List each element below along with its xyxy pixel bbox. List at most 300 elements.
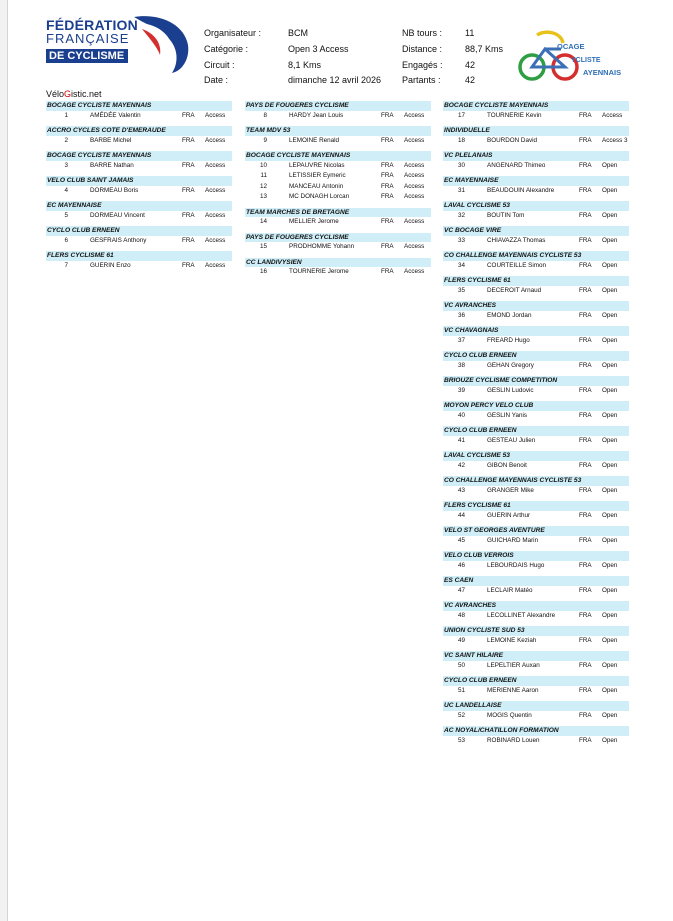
rider-nationality: FRA — [182, 161, 195, 169]
rider-category: Open — [602, 711, 618, 719]
club-block — [443, 401, 629, 421]
club-block — [46, 226, 232, 246]
rider-name: GESLIN Yanis — [487, 411, 528, 419]
club-name: BOCAGE CYCLISTE MAYENNAIS — [245, 151, 431, 161]
rider-number: 30 — [457, 161, 465, 169]
rider-name: EMOND Jordan — [487, 311, 532, 319]
rider-name: DORMEAU Vincent — [90, 211, 145, 219]
rider-row — [443, 336, 629, 347]
rider-nationality: FRA — [381, 161, 394, 169]
rider-name: TOURNERIE Kevin — [487, 111, 542, 119]
club-name: FLERS CYCLISME 61 — [46, 251, 232, 261]
rider-nationality: FRA — [579, 486, 592, 494]
rider-row — [443, 511, 629, 522]
date-value: dimanche 12 avril 2026 — [288, 75, 382, 85]
club-name: LAVAL CYCLISME 53 — [443, 201, 629, 211]
rider-category: Open — [602, 336, 618, 344]
club-logo-line1: OCAGE — [557, 42, 585, 51]
club-block — [443, 551, 629, 571]
club-name: BOCAGE CYCLISTE MAYENNAIS — [46, 101, 232, 111]
rider-nationality: FRA — [579, 436, 592, 444]
rider-nationality: FRA — [579, 111, 592, 119]
rider-row — [46, 261, 232, 272]
rider-number: 31 — [457, 186, 465, 194]
rider-category: Access — [404, 193, 425, 200]
rider-name: GESFRAIS Anthony — [90, 236, 147, 244]
rider-category: Open — [602, 211, 618, 219]
rider-name: GEHAN Gregory — [487, 361, 534, 369]
rider-row — [46, 236, 232, 247]
rider-name: BEAUDOUIN Alexandre — [487, 186, 555, 194]
rider-category: Access — [404, 243, 425, 250]
rider-category: Open — [602, 561, 618, 569]
club-block — [245, 101, 431, 121]
rider-row — [245, 217, 431, 228]
site-pre: Vélo — [46, 89, 65, 99]
distance-label: Distance : — [402, 44, 443, 54]
club-block — [443, 451, 629, 471]
rider-row — [443, 311, 629, 322]
rider-nationality: FRA — [579, 536, 592, 544]
rider-row — [245, 267, 431, 278]
categorie-value: Open 3 Access — [288, 44, 349, 54]
rider-name: DORMEAU Boris — [90, 186, 139, 194]
club-block — [443, 476, 629, 496]
rider-category: Open — [602, 286, 618, 294]
club-name: AC NOYAL/CHATILLON FORMATION — [443, 726, 629, 736]
rider-category: Access — [404, 172, 425, 179]
ffc-logo-line1: FÉDÉRATION — [46, 17, 138, 33]
club-name: CYCLO CLUB ERNEEN — [443, 351, 629, 361]
club-name: FLERS CYCLISME 61 — [443, 276, 629, 286]
rider-number: 34 — [457, 261, 465, 269]
rider-nationality: FRA — [579, 511, 592, 519]
rider-row — [443, 661, 629, 672]
rider-number: 48 — [457, 611, 465, 619]
club-name: BOCAGE CYCLISTE MAYENNAIS — [46, 151, 232, 161]
rider-nationality: FRA — [381, 218, 394, 225]
rider-row — [443, 736, 629, 747]
rider-name: GUERIN Arthur — [487, 511, 531, 519]
organisateur-label: Organisateur : — [204, 28, 262, 38]
rider-name: MOGIS Quentin — [487, 711, 532, 719]
club-name: PAYS DE FOUGERES CYCLISME — [245, 233, 431, 243]
club-name: TEAM MDV 53 — [245, 126, 431, 136]
organisateur-value: BCM — [288, 28, 308, 38]
ffc-swoosh-icon — [128, 13, 192, 75]
rider-number: 49 — [457, 636, 465, 644]
date-label: Date : — [204, 75, 229, 85]
rider-name: GUERIN Enzo — [90, 261, 131, 269]
club-block — [46, 151, 232, 171]
rider-category: Open — [602, 311, 618, 319]
club-name: FLERS CYCLISME 61 — [443, 501, 629, 511]
rider-number: 8 — [263, 111, 267, 119]
rider-number: 16 — [259, 268, 267, 275]
column-3 — [443, 101, 629, 751]
club-name: CO CHALLENGE MAYENNAIS CYCLISTE 53 — [443, 251, 629, 261]
rider-category: Open — [602, 661, 618, 669]
rider-category: Open — [602, 736, 618, 744]
rider-row — [46, 211, 232, 222]
rider-name: CHIAVAZZA Thomas — [487, 236, 546, 244]
rider-nationality: FRA — [381, 268, 394, 275]
rider-name: LEPAUVRE Nicolas — [289, 161, 345, 169]
rider-row — [245, 192, 431, 203]
rider-number: 17 — [457, 111, 465, 119]
rider-number: 4 — [64, 186, 68, 194]
rider-category: Access — [404, 161, 425, 169]
rider-nationality: FRA — [182, 186, 195, 194]
rider-row — [443, 636, 629, 647]
rider-nationality: FRA — [579, 386, 592, 394]
rider-name: MC DONAGH Lorcan — [289, 193, 350, 200]
rider-row — [443, 186, 629, 197]
rider-nationality: FRA — [579, 411, 592, 419]
categorie-label: Catégorie : — [204, 44, 249, 54]
rider-nationality: FRA — [381, 182, 394, 190]
rider-number: 52 — [457, 711, 465, 719]
club-block — [245, 258, 431, 278]
column-1 — [46, 101, 232, 276]
rider-category: Open — [602, 636, 618, 644]
club-name: VC BOCAGE VIRE — [443, 226, 629, 236]
rider-category: Access — [404, 268, 425, 275]
rider-number: 7 — [64, 261, 68, 269]
club-block — [443, 626, 629, 646]
rider-category: Open — [602, 186, 618, 194]
circuit-label: Circuit : — [204, 60, 235, 70]
rider-name: LECLAIR Matéo — [487, 586, 533, 594]
rider-nationality: FRA — [381, 172, 394, 179]
tours-label: NB tours : — [402, 28, 443, 38]
rider-nationality: FRA — [579, 261, 592, 269]
rider-number: 40 — [457, 411, 465, 419]
club-block — [443, 151, 629, 171]
rider-nationality: FRA — [381, 243, 394, 250]
club-name: VELO ST GEORGES AVENTURE — [443, 526, 629, 536]
rider-row — [443, 411, 629, 422]
rider-name: BOURDON David — [487, 136, 538, 144]
club-block — [46, 126, 232, 146]
rider-category: Access — [205, 186, 226, 194]
rider-number: 14 — [259, 218, 267, 225]
rider-row — [245, 242, 431, 253]
rider-category: Open — [602, 536, 618, 544]
rider-name: GESLIN Ludovic — [487, 386, 534, 394]
club-logo-line3: AYENNAIS — [583, 68, 622, 77]
rider-nationality: FRA — [381, 111, 394, 119]
rider-number: 38 — [457, 361, 465, 369]
site-highlight: G — [64, 89, 72, 99]
rider-number: 12 — [259, 182, 267, 190]
club-name: VELO CLUB VERROIS — [443, 551, 629, 561]
rider-nationality: FRA — [182, 261, 195, 269]
club-logo-line2: YCLISTE — [571, 57, 601, 64]
rider-number: 11 — [260, 172, 267, 179]
rider-number: 6 — [64, 236, 68, 244]
rider-number: 35 — [457, 286, 465, 294]
club-block — [245, 208, 431, 228]
bicycle-icon — [520, 32, 577, 79]
club-name: PAYS DE FOUGERES CYCLISME — [245, 101, 431, 111]
rider-number: 43 — [457, 486, 465, 494]
rider-number: 37 — [457, 336, 465, 344]
rider-category: Access — [404, 136, 425, 144]
club-block — [443, 501, 629, 521]
rider-nationality: FRA — [182, 211, 195, 219]
club-name: LAVAL CYCLISME 53 — [443, 451, 629, 461]
rider-name: LEBOURDAIS Hugo — [487, 561, 545, 569]
rider-number: 50 — [457, 661, 465, 669]
rider-category: Open — [602, 436, 618, 444]
rider-row — [443, 436, 629, 447]
rider-category: Open — [602, 236, 618, 244]
rider-nationality: FRA — [579, 336, 592, 344]
club-name: VC AVRANCHES — [443, 301, 629, 311]
rider-row — [443, 711, 629, 722]
club-name: UNION CYCLISTE SUD 53 — [443, 626, 629, 636]
club-logo — [517, 27, 629, 85]
rider-nationality: FRA — [579, 636, 592, 644]
site-url — [46, 89, 102, 99]
club-name: VC CHAVAGNAIS — [443, 326, 629, 336]
rider-number: 41 — [457, 436, 465, 444]
rider-name: TOURNERIE Jerome — [289, 268, 349, 275]
rider-category: Open — [602, 461, 618, 469]
club-block — [46, 176, 232, 196]
club-block — [443, 176, 629, 196]
rider-number: 32 — [457, 211, 465, 219]
club-name: CYCLO CLUB ERNEEN — [443, 676, 629, 686]
rider-nationality: FRA — [579, 461, 592, 469]
rider-row — [443, 461, 629, 472]
rider-name: LETISSIER Eymeric — [289, 172, 346, 179]
rider-category: Access — [205, 136, 226, 144]
club-name: CO CHALLENGE MAYENNAIS CYCLISTE 53 — [443, 476, 629, 486]
rider-number: 36 — [457, 311, 465, 319]
rider-nationality: FRA — [579, 711, 592, 719]
club-block — [443, 326, 629, 346]
club-name: ES CAEN — [443, 576, 629, 586]
rider-name: GESTEAU Julien — [487, 436, 536, 444]
rider-number: 46 — [457, 561, 465, 569]
club-name: UC LANDELLAISE — [443, 701, 629, 711]
club-block — [443, 701, 629, 721]
viewer-left-edge — [0, 0, 8, 921]
rider-row — [46, 161, 232, 172]
engages-label: Engagés : — [402, 60, 443, 70]
rider-name: LECOLLINET Alexandre — [487, 611, 556, 619]
engages-value: 42 — [465, 60, 476, 70]
club-block — [443, 576, 629, 596]
club-name: VC PLELANAIS — [443, 151, 629, 161]
rider-number: 13 — [259, 193, 267, 200]
rider-nationality: FRA — [182, 111, 195, 119]
rider-category: Access — [404, 218, 425, 225]
rider-nationality: FRA — [579, 286, 592, 294]
rider-name: HARDY Jean Louis — [289, 111, 344, 119]
rider-name: LEMOINE Keziah — [487, 636, 537, 644]
rider-row — [443, 111, 629, 122]
rider-row — [46, 186, 232, 197]
club-block — [46, 201, 232, 221]
partants-value: 42 — [465, 75, 476, 85]
rider-number: 45 — [457, 536, 465, 544]
rider-row — [443, 236, 629, 247]
rider-number: 2 — [64, 136, 68, 144]
rider-name: AMÉDÉE Valentin — [90, 111, 141, 119]
club-block — [443, 601, 629, 621]
rider-category: Access — [205, 111, 226, 119]
club-block — [245, 151, 431, 203]
rider-category: Access — [602, 111, 623, 119]
rider-number: 47 — [457, 586, 465, 594]
ffc-logo-line3: DE CYCLISME — [46, 49, 128, 63]
club-name: BOCAGE CYCLISTE MAYENNAIS — [443, 101, 629, 111]
rider-category: Access 3 — [602, 136, 628, 144]
ffc-logo-line2: FRANÇAISE — [46, 31, 130, 46]
rider-row — [245, 171, 431, 182]
club-block — [443, 201, 629, 221]
club-name: CC LANDIVYSIEN — [245, 258, 431, 268]
rider-row — [443, 286, 629, 297]
club-block — [245, 126, 431, 146]
rider-category: Open — [602, 511, 618, 519]
club-name: INDIVIDUELLE — [443, 126, 629, 136]
club-block — [245, 233, 431, 253]
rider-category: Open — [602, 411, 618, 419]
rider-number: 51 — [457, 686, 465, 694]
club-block — [443, 676, 629, 696]
club-block — [443, 426, 629, 446]
rider-name: BARRE Nathan — [90, 161, 134, 169]
club-block — [443, 526, 629, 546]
club-block — [46, 251, 232, 271]
rider-row — [443, 536, 629, 547]
rider-name: DECEROIT Arnaud — [487, 286, 542, 294]
rider-category: Open — [602, 686, 618, 694]
tours-value: 11 — [465, 28, 475, 38]
rider-nationality: FRA — [579, 611, 592, 619]
rider-nationality: FRA — [579, 311, 592, 319]
partants-label: Partants : — [402, 75, 441, 85]
rider-row — [245, 136, 431, 147]
rider-number: 15 — [259, 243, 267, 250]
rider-nationality: FRA — [579, 136, 592, 144]
rider-row — [443, 211, 629, 222]
rider-number: 3 — [64, 161, 68, 169]
club-block — [443, 376, 629, 396]
club-name: BRIOUZE CYCLISME COMPETITION — [443, 376, 629, 386]
rider-category: Open — [602, 611, 618, 619]
rider-name: LEPELTIER Auxan — [487, 661, 540, 669]
rider-name: FREARD Hugo — [487, 336, 530, 344]
rider-row — [443, 386, 629, 397]
rider-category: Open — [602, 361, 618, 369]
club-block — [443, 651, 629, 671]
rider-category: Open — [602, 161, 618, 169]
club-block — [443, 351, 629, 371]
rider-name: ROBINARD Louen — [487, 736, 540, 744]
rider-name: MERIENNE Aaron — [487, 686, 539, 694]
rider-category: Access — [404, 182, 425, 190]
rider-nationality: FRA — [579, 586, 592, 594]
rider-row — [245, 111, 431, 122]
rider-number: 1 — [64, 111, 68, 119]
rider-nationality: FRA — [381, 193, 394, 200]
rider-number: 39 — [457, 386, 465, 394]
club-name: MOYON PERCY VELO CLUB — [443, 401, 629, 411]
rider-row — [443, 561, 629, 572]
column-2 — [245, 101, 431, 283]
rider-name: GRANGER Mike — [487, 486, 534, 494]
club-block — [46, 101, 232, 121]
club-block — [443, 251, 629, 271]
rider-row — [46, 111, 232, 122]
club-block — [443, 101, 629, 121]
rider-nationality: FRA — [579, 361, 592, 369]
rider-name: MANCEAU Antonin — [289, 182, 344, 190]
rider-number: 10 — [259, 161, 267, 169]
circuit-value: 8,1 Kms — [288, 60, 322, 70]
rider-nationality: FRA — [579, 686, 592, 694]
rider-category: Open — [602, 386, 618, 394]
rider-name: LEMOINE Renald — [289, 136, 340, 144]
rider-row — [443, 261, 629, 272]
rider-row — [46, 136, 232, 147]
rider-row — [443, 486, 629, 497]
rider-name: ANGENARD Thimeo — [487, 161, 546, 169]
club-block — [443, 126, 629, 146]
club-name: VC SAINT HILAIRE — [443, 651, 629, 661]
rider-nationality: FRA — [579, 236, 592, 244]
rider-name: PRODHOMME Yohann — [289, 243, 355, 250]
club-name: CYCLO CLUB ERNEEN — [46, 226, 232, 236]
club-name: VC AVRANCHES — [443, 601, 629, 611]
club-name: VELO CLUB SAINT JAMAIS — [46, 176, 232, 186]
rider-number: 42 — [457, 461, 465, 469]
rider-row — [245, 161, 431, 172]
club-name: CYCLO CLUB ERNEEN — [443, 426, 629, 436]
rider-name: MELLIER Jerome — [289, 218, 339, 225]
rider-row — [443, 161, 629, 172]
club-name: EC MAYENNAISE — [443, 176, 629, 186]
rider-nationality: FRA — [182, 236, 195, 244]
rider-category: Access — [205, 261, 226, 269]
rider-number: 18 — [457, 136, 465, 144]
rider-category: Access — [404, 111, 425, 119]
rider-nationality: FRA — [579, 736, 592, 744]
rider-number: 9 — [263, 136, 267, 144]
rider-category: Open — [602, 261, 618, 269]
club-block — [443, 301, 629, 321]
rider-nationality: FRA — [579, 661, 592, 669]
rider-row — [443, 611, 629, 622]
rider-nationality: FRA — [579, 211, 592, 219]
club-block — [443, 276, 629, 296]
rider-category: Access — [205, 161, 226, 169]
rider-category: Open — [602, 486, 618, 494]
rider-name: BOUTIN Tom — [487, 211, 525, 219]
rider-nationality: FRA — [579, 186, 592, 194]
rider-row — [245, 182, 431, 193]
club-name: ACCRO CYCLES COTE D'EMERAUDE — [46, 126, 232, 136]
rider-nationality: FRA — [381, 136, 394, 144]
site-post: istic.net — [71, 89, 102, 99]
rider-category: Access — [205, 211, 226, 219]
rider-name: COURTEILLE Simon — [487, 261, 547, 269]
